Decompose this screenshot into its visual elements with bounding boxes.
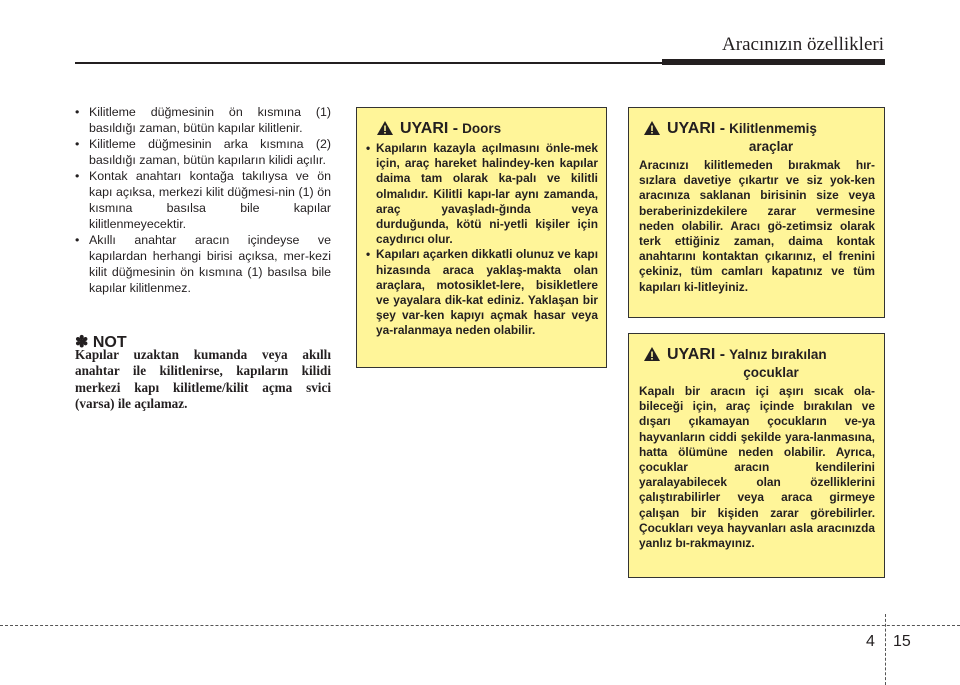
list-item: • Kontak anahtarı kontağa takılıysa ve ön kapı açıksa, merkezi kilit düğmesi-nin (1) ön kısmına basılsa bile kapılar kilitlenmeyecektir. [75, 169, 331, 231]
note-heading: ✽ NOT [75, 334, 127, 351]
list-item: • Kapıların kazayla açılmasını önle-mek için, araç hareket halindey-ken kapılar daima tam olarak ka-palı ve kilitli olmalıdır. Kilitli kapı-lar aynı zamanda, araç yavaşladı-ğında veya durduğunda, kötü ni-yetli kişiler için caydırıcı olur. [366, 141, 598, 247]
header-bar [662, 59, 885, 65]
footer-divider [0, 625, 960, 626]
list-item: • Kilitleme düğmesinin arka kısmına (2) basıldığı zaman, bütün kapıların kilidi açılır. [75, 137, 331, 167]
warning-triangle-icon [643, 346, 661, 362]
warning-title: UYARI - Yalnız bırakılan çocuklar [639, 346, 875, 381]
header-title: Aracınızın özellikleri [722, 34, 884, 55]
warning-body: Aracınızı kilitlemeden bırakmak hır-sızlara davetiye çıkartır ve siz yok-ken aracınıza saklanan birisinin size veya beraberinizdekilere zarar vermesine neden olabilir. Aracı gö-zetimsiz olarak terk ettiğiniz zaman, daima kontak anahtarını kontaktan çıkarınız, el frenini çekiniz, tüm camları kapatınız ve tüm kapıları ki-litleyiniz. [639, 158, 875, 294]
bullet-list [75, 104, 331, 296]
note-body: Kapılar uzaktan kumanda veya akıllı anahtar ile kilitlenirse, kapıların kilidi merkezi kapı kilitleme/kilit açma svici (varsa) ile açılamaz. [75, 347, 331, 411]
page-number: 15 [893, 633, 911, 650]
warning-box-children [628, 333, 885, 578]
list-item: • Kapıları açarken dikkatli olunuz ve kapı hizasında araca yaklaş-makta olan araçlara, motosiklet-lere, bisikletlere ve yayalara dik-kat ediniz. Yaklaşan bir şey var-ken kapıyı açmak hasar veya ya-ralanmaya neden olabilir. [366, 247, 598, 338]
warning-box-unlocked [628, 107, 885, 318]
list-item: • Akıllı anahtar aracın içindeyse ve kapılardan herhangi birisi açıksa, mer-kezi kilit düğmesinin ön kısmına (1) basılsa bile kapılar kilitlenmez. [75, 233, 331, 295]
list-item: • Kilitleme düğmesinin ön kısmına (1) basıldığı zaman, bütün kapılar kilitlenir. [75, 105, 331, 135]
warning-triangle-icon [643, 120, 661, 136]
warning-title: UYARI - Doors [366, 120, 598, 138]
warning-title: UYARI - Kilitlenmemiş araçlar [639, 120, 875, 155]
warning-triangle-icon [376, 120, 394, 136]
footer-page-divider [885, 614, 886, 685]
warning-box-doors [356, 107, 607, 368]
chapter-number: 4 [866, 633, 875, 650]
warning-body: Kapalı bir aracın içi aşırı sıcak ola-bileceği için, araç içinde bırakılan ve dışarı çıkamayan çocukların ve-ya hayvanların ciddi şekilde yara-lanmasına, hatta ölümüne neden olabilir. Ayrıca, çocuklar aracın kendilerini yaralayabilecek olan özelliklerini çalıştırabilirler veya araca girmeye çalışan bir kişiden zarar görebilirler. Çocukları veya hayvanları asla aracınızda yanlız bı-rakmayınız. [639, 384, 875, 551]
